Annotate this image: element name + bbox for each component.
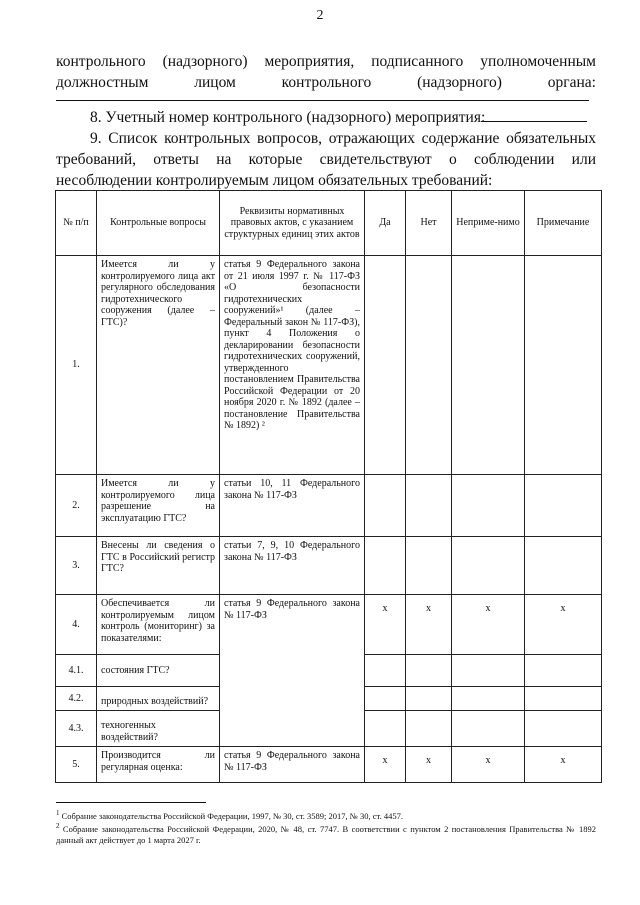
footnote-divider [56, 802, 206, 803]
row-question: Имеется ли у контролируемого лица акт регулярного обследования гидротехнического сооружения (далее – ГТС)? [97, 256, 220, 475]
answer-no-cell[interactable] [406, 475, 452, 537]
answer-no-cell[interactable] [406, 655, 452, 687]
answer-na-cell[interactable] [452, 711, 525, 747]
table-row [56, 256, 602, 475]
row-num: 5. [56, 747, 97, 783]
header-yes: Да [365, 191, 406, 256]
row-num: 4. [56, 595, 97, 655]
header-question: Контрольные вопросы [97, 191, 220, 256]
row-question: Внесены ли сведения о ГТС в Российский регистр ГТС? [97, 537, 220, 595]
answer-no-cell[interactable] [406, 537, 452, 595]
note-cell[interactable] [525, 256, 602, 475]
item-9-line-1: 9. Список контрольных вопросов, отражающих содержание обязательных [90, 130, 596, 147]
answer-na-mark: x [452, 595, 525, 655]
header-no: Нет [406, 191, 452, 256]
signature-line [56, 100, 589, 101]
answer-yes-cell[interactable] [365, 655, 406, 687]
note-cell[interactable] [525, 711, 602, 747]
footnote-1-mark: 1 [56, 809, 60, 817]
answer-na-cell[interactable] [452, 537, 525, 595]
answer-yes-cell[interactable] [365, 475, 406, 537]
answer-yes-cell[interactable] [365, 537, 406, 595]
note-cell[interactable] [525, 687, 602, 711]
answer-yes-mark: x [365, 747, 406, 783]
footnote-1 [56, 808, 596, 822]
account-number-blank [481, 121, 587, 122]
intro-line-2: должностным лицом контрольного (надзорного) органа: [56, 74, 596, 91]
row-requisites: статья 9 Федерального закона № 117-ФЗ [220, 595, 365, 747]
row-requisites: статья 9 Федерального закона от 21 июля 1997 г. № 117-ФЗ «О безопасности гидротехнических сооружений»¹ (далее – Федеральный закон № 117-ФЗ), пункт 4 Положения о декларировании безопасности гидротехнических сооружений, утвержденного постановлением Правительства Российской Федерации от 20 ноября 2020 г. № 1892 (далее – постановление Правительства № 1892) ² [220, 256, 365, 475]
row-requisites: статьи 10, 11 Федерального закона № 117-ФЗ [220, 475, 365, 537]
row-requisites: статья 9 Федерального закона № 117-ФЗ [220, 747, 365, 783]
item-8: 8. Учетный номер контрольного (надзорного) мероприятия: [90, 109, 486, 126]
answer-na-cell[interactable] [452, 475, 525, 537]
answer-yes-mark: x [365, 595, 406, 655]
note-mark: x [525, 747, 602, 783]
answer-no-cell[interactable] [406, 711, 452, 747]
control-questions-table [55, 190, 602, 783]
row-requisites: статьи 7, 9, 10 Федерального закона № 117-ФЗ [220, 537, 365, 595]
row-num: 1. [56, 256, 97, 475]
table-row [56, 595, 602, 655]
item-9-line-3: несоблюдении контролируемым лицом обязательных требований: [56, 172, 493, 189]
row-num: 3. [56, 537, 97, 595]
page-number: 2 [316, 8, 324, 23]
row-question: Имеется ли у контролируемого лица разрешение на эксплуатацию ГТС? [97, 475, 220, 537]
footnote-2 [56, 821, 596, 846]
footnote-2-mark: 2 [56, 822, 60, 830]
answer-no-cell[interactable] [406, 687, 452, 711]
answer-yes-cell[interactable] [365, 687, 406, 711]
footnote-1-text: Собрание законодательства Российской Федерации, 1997, № 30, ст. 3589; 2017, № 30, ст. 4457. [61, 810, 403, 821]
note-cell[interactable] [525, 655, 602, 687]
answer-no-cell[interactable] [406, 256, 452, 475]
table-row [56, 537, 602, 595]
row-question: техногенных воздействий? [97, 711, 220, 747]
answer-yes-cell[interactable] [365, 256, 406, 475]
item-9-line-2: требований, ответы на которые свидетельствуют о соблюдении или [56, 151, 596, 168]
row-num: 4.3. [56, 711, 97, 747]
row-question: Производится ли регулярная оценка: [97, 747, 220, 783]
header-requisites: Реквизиты нормативных правовых актов, с указанием структурных единиц этих актов [220, 191, 365, 256]
row-num: 4.1. [56, 655, 97, 687]
answer-na-cell[interactable] [452, 256, 525, 475]
note-cell[interactable] [525, 475, 602, 537]
row-num: 4.2. [56, 687, 97, 711]
row-num: 2. [56, 475, 97, 537]
header-na: Неприме-нимо [452, 191, 525, 256]
row-question: Обеспечивается ли контролируемым лицом контроль (мониторинг) за показателями: [97, 595, 220, 655]
header-num: № п/п [56, 191, 97, 256]
note-mark: x [525, 595, 602, 655]
row-question: состояния ГТС? [97, 655, 220, 687]
answer-no-mark: x [406, 747, 452, 783]
answer-na-cell[interactable] [452, 687, 525, 711]
intro-line-1: контрольного (надзорного) мероприятия, подписанного уполномоченным [56, 53, 596, 70]
footnote-2-text: Собрание законодательства Российской Федерации, 2020, № 48, ст. 7747. В соответствии с пунктом 2 постановления Правительства № 1892 данный акт действует до 1 марта 2027 г. [56, 823, 596, 845]
header-note: Примечание [525, 191, 602, 256]
answer-na-mark: x [452, 747, 525, 783]
answer-no-mark: x [406, 595, 452, 655]
note-cell[interactable] [525, 537, 602, 595]
row-question: природных воздействий? [97, 687, 220, 711]
table-row [56, 475, 602, 537]
table-header-row [56, 191, 602, 256]
table-row [56, 747, 602, 783]
answer-na-cell[interactable] [452, 655, 525, 687]
answer-yes-cell[interactable] [365, 711, 406, 747]
